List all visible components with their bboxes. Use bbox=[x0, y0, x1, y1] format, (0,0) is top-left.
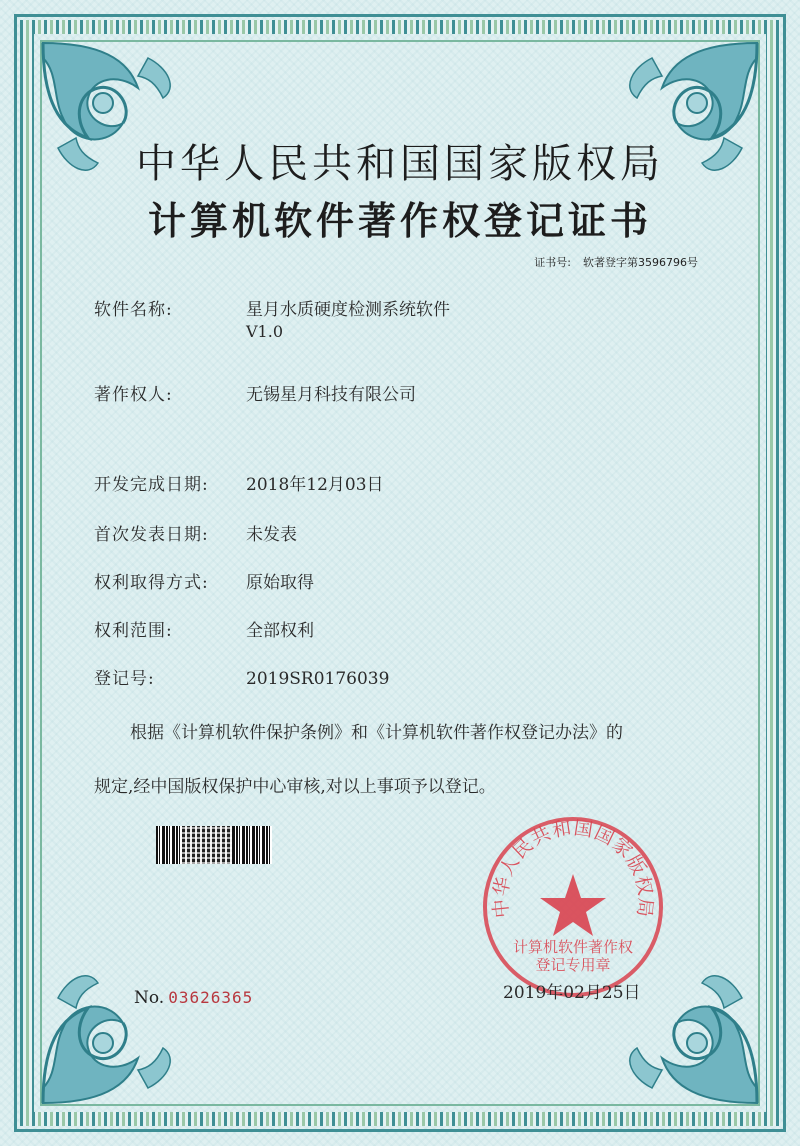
rights-acquire-row bbox=[94, 568, 314, 593]
dev-date-label: 开发完成日期: bbox=[94, 475, 209, 495]
dev-date-row bbox=[94, 470, 384, 495]
publish-date-label: 首次发表日期: bbox=[94, 525, 209, 545]
publish-date-value: 未发表 bbox=[246, 525, 297, 545]
software-name-label: 软件名称: bbox=[94, 300, 173, 320]
rights-acquire-value: 原始取得 bbox=[246, 573, 314, 593]
certificate-number-label: 证书号: bbox=[534, 256, 571, 269]
rights-scope-label: 权利范围: bbox=[94, 621, 173, 641]
star-icon bbox=[540, 874, 606, 936]
owner-row bbox=[94, 380, 416, 405]
owner-label: 著作权人: bbox=[94, 385, 173, 405]
software-name-value: 星月水质硬度检测系统软件 bbox=[246, 300, 450, 320]
reg-no-label: 登记号: bbox=[94, 669, 155, 689]
seal-line-2: 登记专用章 bbox=[535, 956, 611, 974]
body-line-2: 规定,经中国版权保护中心审核,对以上事项予以登记。 bbox=[94, 777, 496, 797]
certificate-number-value: 软著登字第3596796号 bbox=[583, 256, 698, 269]
publish-date-row bbox=[94, 520, 297, 545]
reg-no-value: 2019SR0176039 bbox=[246, 669, 390, 689]
issue-date: 2019年02月25日 bbox=[503, 983, 641, 1003]
rights-scope-row bbox=[94, 616, 314, 641]
seal-line-1: 计算机软件著作权 bbox=[512, 938, 634, 956]
software-name-row bbox=[94, 295, 450, 320]
seal-ring-text: 中华人民共和国国家版权局 bbox=[489, 816, 657, 919]
corner-ornament-icon bbox=[38, 958, 188, 1108]
owner-value: 无锡星月科技有限公司 bbox=[246, 385, 416, 405]
body-line-1: 根据《计算机软件保护条例》和《计算机软件著作权登记办法》的 bbox=[130, 723, 623, 743]
rights-acquire-label: 权利取得方式: bbox=[94, 573, 209, 593]
barcode-qr-block bbox=[182, 826, 232, 864]
serial-value: 03626365 bbox=[168, 988, 254, 1007]
official-seal bbox=[478, 812, 668, 1002]
body-paragraph bbox=[94, 706, 734, 814]
issuer-title: 中华人民共和国国家版权局 bbox=[136, 141, 664, 187]
software-version: V1.0 bbox=[246, 322, 283, 341]
rights-scope-value: 全部权利 bbox=[246, 621, 314, 641]
serial-number bbox=[134, 988, 253, 1008]
dev-date-value: 2018年12月03日 bbox=[246, 475, 384, 495]
certificate-title: 计算机软件著作权登记证书 bbox=[147, 198, 652, 243]
serial-label: No. bbox=[134, 988, 165, 1008]
reg-no-row bbox=[94, 664, 389, 689]
certificate-number bbox=[522, 254, 698, 270]
